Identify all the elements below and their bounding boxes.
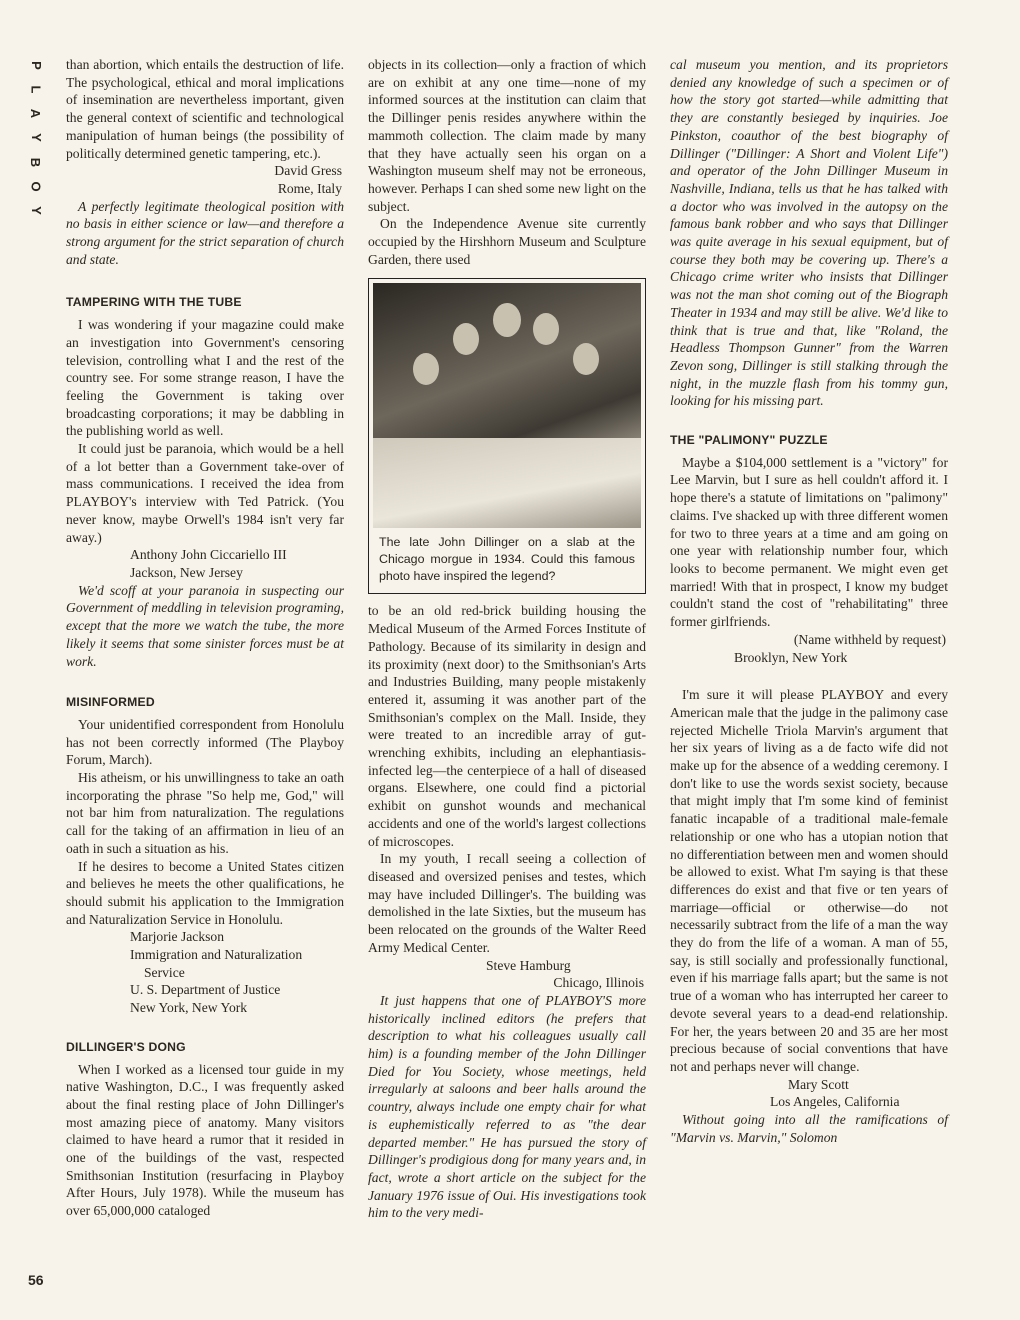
paragraph: Maybe a $104,000 settlement is a "victory" for Lee Marvin, but I sure as hell couldn't afford it. I hope there's a statute of limitations on "palimony" claims. I've shacked up with three different women for two to three years at a time and am going on one year with relationship number four, which looks to become permanent. We might even get married! With that in prospect, I know my budget couldn't stand the cost of "rehabilitating" three former girlfriends.	[670, 454, 948, 630]
sidebar-letter: P	[28, 61, 44, 70]
signature-location: Chicago, Illinois	[553, 975, 644, 991]
paragraph: I'm sure it will please PLAYBOY and every American male that the judge in the palimony case rejected Michelle Triola Marvin's argument that her six years of living as a de facto wife did not make up for the absence of a wedding ceremony. I don't like to use the words sexist society, because that might imply that I'm some kind of feminist fanatic incapable of a traditional male-female relationship or one who has a utopian notion that no differentiation between men and women should be allowed to exist. What I'm saying is that these differences do exist and that five or ten years of marriage—official or otherwise—do not necessarily subtract from the life of a man the way they do from the life of a woman. A man of 55, say, is still socially and professionally functional, even if his marriage falls apart; but the same is not true of a woman who has interrupted her career to devote several years to a dead-end relationship. For her, the years between 20 and 35 are her most precious because of social conventions that have not and perhaps never will change.	[670, 687, 948, 1074]
sidebar-letter: B	[28, 157, 44, 167]
section-heading: MISINFORMED	[66, 695, 155, 710]
editor-reply: It just happens that one of PLAYBOY'S more historically inclined editors (he prefers that description to what his colleagues usually call him) is a founding member of the John Dillinger Died for You Society, whose meetings, held irregularly at saloons and beer halls around the country, always include one empty chair for what is euphemistically referred to as "the dear departed member." He has pursued the story of Dillinger's prodigious dong for many years and, in fact, wrote a short article on the subject for the January 1976 issue of Oui. His investigations took him to the very medi-	[368, 992, 646, 1221]
section-heading: TAMPERING WITH THE TUBE	[66, 295, 242, 310]
signature-location: Rome, Italy	[277, 180, 342, 196]
signature-location: Jackson, New Jersey	[130, 564, 243, 580]
magazine-sidebar-title	[26, 58, 46, 218]
signature-title: Immigration and Naturalization	[130, 947, 303, 963]
signature-location: Los Angeles, California	[770, 1094, 900, 1110]
column-2	[368, 56, 646, 1222]
section-heading: THE "PALIMONY" PUZZLE	[670, 433, 828, 448]
dillinger-morgue-photo	[373, 283, 641, 528]
photo-caption: The late John Dillinger on a slab at the Chicago morgue in 1934. Could this famous photo have inspired the legend?	[379, 535, 635, 584]
paragraph: objects in its collection—only a fraction of which are on exhibit at any one time—none of my informed sources at the institution can claim that the Dillinger penis resides anywhere within the mammoth collection. The claim made by many that they have actually seen his organ on a Washington museum shelf may not be erroneous, however. Perhaps I can shed some new light on the subject.	[368, 57, 646, 214]
paragraph: It could just be paranoia, which would be a hell of a lot better than a Government take-over of mass communications. I received the idea from PLAYBOY's interview with Ted Patrick. (You never know, maybe Orwell's 1984 isn't very far away.)	[66, 441, 344, 545]
column-1	[66, 56, 344, 1220]
section-heading: DILLINGER'S DONG	[66, 1039, 186, 1054]
paragraph: to be an old red-brick building housing the Medical Museum of the Armed Forces Institute of Pathology. Because of its similarity in design and its proximity (next door) to the Smithsonian's Arts and Industries Building, many people mistakenly entered it, assuming it was another part of the Smithsonian's complex on the Mall. Inside, they were treated to an incredible array of gut-wrenching exhibits, including an elephantiasis-infected leg—the centerpiece of a hall of diseased organs. Elsewhere, one could find a pictorial exhibit on gunshot wounds and mechanical accidents and one of the world's largest collections of microscopes.	[368, 603, 646, 849]
paragraph: than abortion, which entails the destruction of life. The psychological, ethical and moral implications of insemination are nevertheless important, given the general context of scientific and technological manipulation of human beings (the possibility of politically determined genetic tampering, etc.).	[66, 57, 344, 161]
paragraph: If he desires to become a United States citizen and believes he meets the other qualifications, he should submit his application to the Immigration and Naturalization Service in Honolulu.	[66, 858, 344, 927]
paragraph: When I worked as a licensed tour guide in my native Washington, D.C., I was frequently asked about the final resting place of John Dillinger's most amazing piece of anatomy. Many visitors claimed to have heard a rumor that it resided in one of the buildings of the vast, respected Smithsonian Institution (resurfacing in Playboy After Hours, July 1978). While the museum has over 65,000,000 cataloged	[66, 1061, 344, 1219]
signature-name: Steve Hamburg	[486, 957, 571, 973]
page-number: 56	[28, 1272, 44, 1288]
sidebar-letter: Y	[28, 206, 44, 215]
signature-name: (Name withheld by request)	[793, 631, 946, 647]
paragraph: On the Independence Avenue site currently occupied by the Hirshhorn Museum and Sculpture Garden, there used	[368, 216, 646, 267]
paragraph: In my youth, I recall seeing a collection of diseased and oversized penises and testes, which may have included Dillinger's. The building was demolished in the late Sixties, but the museum has been relocated on the grounds of the Walter Reed Army Medical Center.	[368, 851, 646, 955]
signature-name: David Gress	[274, 163, 342, 179]
sidebar-letter: O	[28, 181, 44, 192]
signature-title: Service	[144, 964, 185, 980]
paragraph: His atheism, or his unwillingness to take an oath incorporating the phrase "So help me, God," will not bar him from naturalization. The regulations call for the taking of an affirmation in lieu of an oath in such a situation as his.	[66, 770, 344, 856]
sidebar-letter: A	[28, 109, 44, 119]
signature-location: New York, New York	[130, 1000, 248, 1016]
editor-reply: Without going into all the ramifications of "Marvin vs. Marvin," Solomon	[670, 1112, 948, 1145]
editor-reply: cal museum you mention, and its proprietors denied any knowledge of such a specimen or of how the story got started—while admitting that they are constantly besieged by inquiries. Joe Pinkston, coauthor of the best biography of Dillinger ("Dillinger: A Short and Violent Life") and operator of the John Dillinger Museum in Nashville, Indiana, tells us that he has talked with a doctor who was involved in the autopsy on the famous bank robber and who says that Dillinger was quite average in his sexual equipment, but of course they both may be covering up. There's a Chicago crime writer who insists that Dillinger was not the man shot coming out of the Biograph Theater in 1934 and may still be alive. We'd like to think that is true and that, like "Roland, the Headless Thompson Gunner" from the Warren Zevon song, Dillinger is still stalking through the night, in the muzzle flash from his tommy gun, looking for his missing part.	[670, 57, 948, 409]
column-3	[670, 56, 948, 1146]
signature-name: Marjorie Jackson	[130, 929, 224, 945]
sidebar-letter: L	[28, 85, 44, 94]
editor-reply: We'd scoff at your paranoia in suspecting our Government of meddling in television programing, except that the more we watch the tube, the more likely it seems that some sinister forces must be at work.	[66, 582, 344, 669]
paragraph: Your unidentified correspondent from Honolulu has not been correctly informed (The Playboy Forum, March).	[66, 716, 344, 768]
editor-reply: A perfectly legitimate theological position with no basis in either science or law—and therefore a strong argument for the strict separation of church and state.	[66, 198, 344, 267]
signature-name: Anthony John Ciccariello III	[130, 547, 287, 563]
sidebar-letter: Y	[28, 133, 44, 143]
signature-department: U. S. Department of Justice	[130, 982, 281, 998]
signature-location: Brooklyn, New York	[734, 649, 848, 665]
signature-name: Mary Scott	[788, 1076, 849, 1092]
paragraph: I was wondering if your magazine could make an investigation into Government's censoring television, controlling what I and the rest of the country see. For some strange reason, I have the feeling the Government is taking over broadcasting corporations; it may be dabbling in the publishing world as well.	[66, 317, 344, 439]
photo-frame	[368, 278, 646, 594]
